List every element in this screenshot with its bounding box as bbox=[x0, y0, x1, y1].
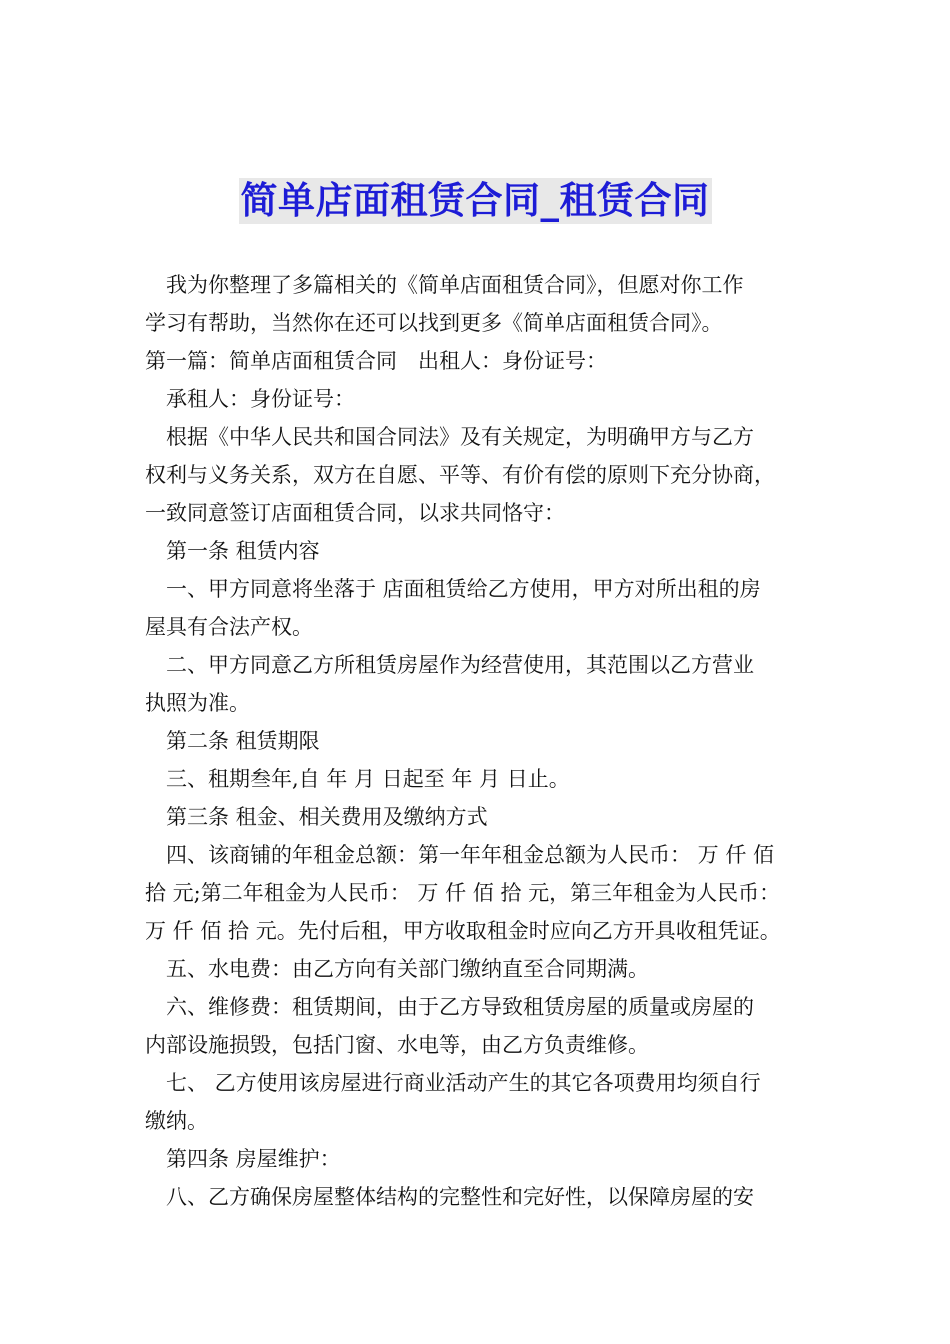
paragraph-line: 四、该商铺的年租金总额：第一年年租金总额为人民币： 万 仟 佰 bbox=[166, 843, 775, 867]
paragraph-line: 第一篇：简单店面租赁合同 出租人：身份证号： bbox=[145, 349, 607, 373]
paragraph-line: 权利与义务关系，双方在自愿、平等、有价有偿的原则下充分协商， bbox=[145, 463, 775, 487]
paragraph-line: 七、 乙方使用该房屋进行商业活动产生的其它各项费用均须自行 bbox=[166, 1071, 761, 1095]
paragraph-line: 一、甲方同意将坐落于 店面租赁给乙方使用，甲方对所出租的房 bbox=[166, 577, 761, 601]
paragraph-line: 一致同意签订店面租赁合同，以求共同恪守： bbox=[145, 501, 565, 525]
document-title: 简单店面租赁合同_租赁合同 bbox=[240, 179, 710, 222]
paragraph-line: 拾 元;第二年租金为人民币： 万 仟 佰 拾 元，第三年租金为人民币： bbox=[145, 881, 781, 905]
paragraph-line: 承租人：身份证号： bbox=[166, 387, 355, 411]
section-heading: 第四条 房屋维护： bbox=[166, 1147, 341, 1171]
paragraph-line: 二、甲方同意乙方所租赁房屋作为经营使用，其范围以乙方营业 bbox=[166, 653, 754, 677]
paragraph-line: 六、维修费：租赁期间，由于乙方导致租赁房屋的质量或房屋的 bbox=[166, 995, 754, 1019]
section-heading: 第二条 租赁期限 bbox=[166, 729, 320, 753]
paragraph-line: 根据《中华人民共和国合同法》及有关规定，为明确甲方与乙方 bbox=[166, 425, 754, 449]
paragraph-line: 内部设施损毁，包括门窗、水电等，由乙方负责维修。 bbox=[145, 1033, 649, 1057]
paragraph-line: 五、水电费：由乙方向有关部门缴纳直至合同期满。 bbox=[166, 957, 649, 981]
title-container bbox=[0, 178, 950, 224]
paragraph-line: 执照为准。 bbox=[145, 691, 250, 715]
paragraph-line: 学习有帮助，当然你在还可以找到更多《简单店面租赁合同》。 bbox=[145, 311, 723, 335]
paragraph-line: 我为你整理了多篇相关的《简单店面租赁合同》，但愿对你工作 bbox=[166, 273, 744, 297]
paragraph-line: 屋具有合法产权。 bbox=[145, 615, 313, 639]
section-heading: 第三条 租金、相关费用及缴纳方式 bbox=[166, 805, 488, 829]
paragraph-line: 万 仟 佰 拾 元。先付后租，甲方收取租金时应向乙方开具收租凭证。 bbox=[145, 919, 781, 943]
paragraph-line: 八、乙方确保房屋整体结构的完整性和完好性，以保障房屋的安 bbox=[166, 1185, 754, 1209]
document-body bbox=[145, 266, 813, 1216]
section-heading: 第一条 租赁内容 bbox=[166, 539, 320, 563]
paragraph-line: 缴纳。 bbox=[145, 1109, 208, 1133]
paragraph-line: 三、租期叁年,自 年 月 日起至 年 月 日止。 bbox=[166, 767, 570, 791]
